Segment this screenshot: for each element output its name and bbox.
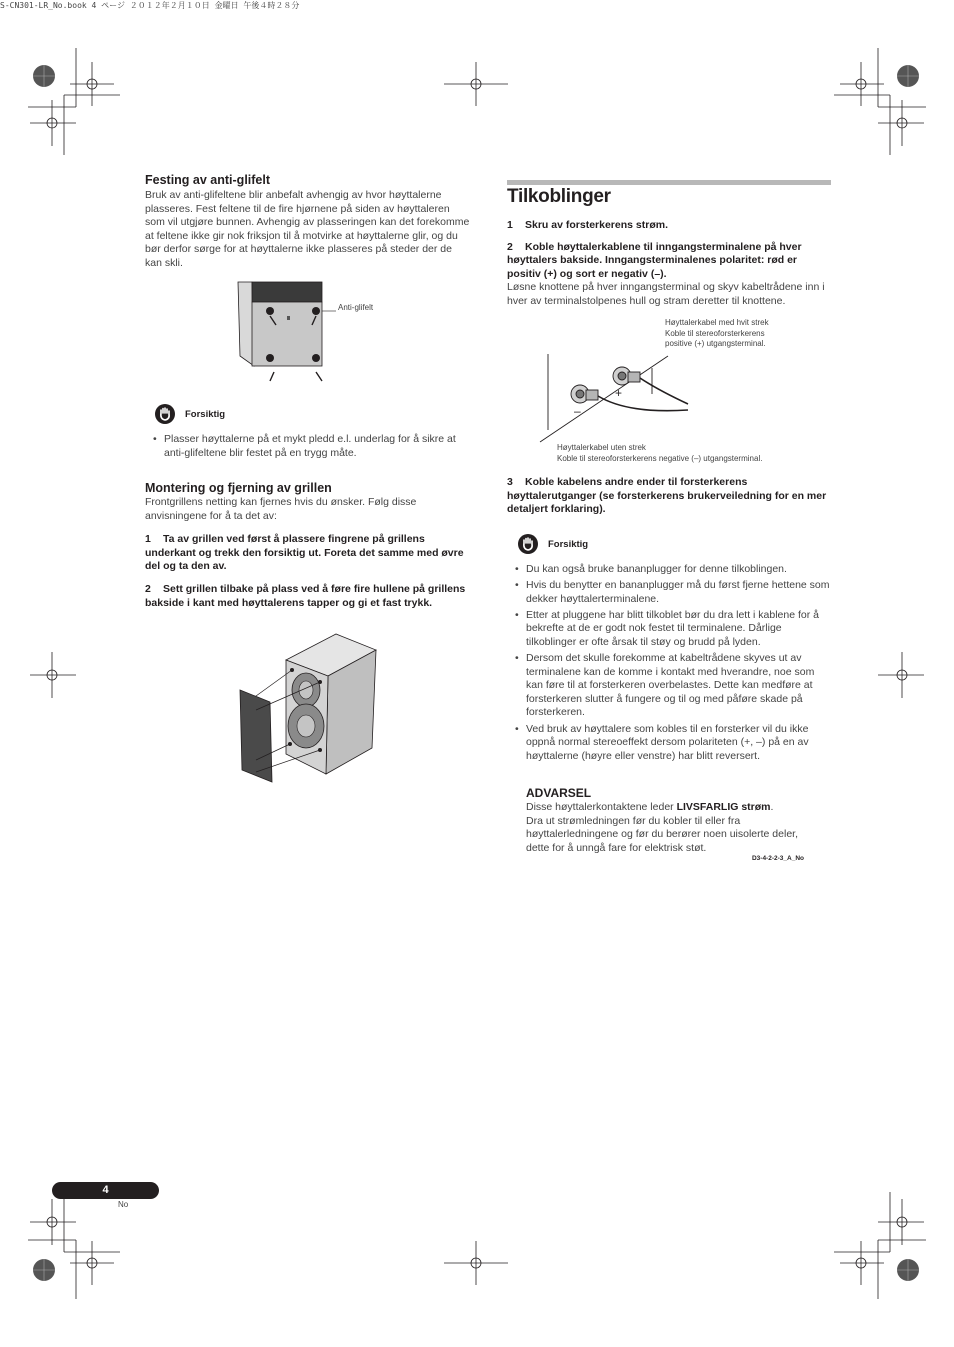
warning-heading: ADVARSEL — [526, 786, 592, 800]
caution-hand-icon — [155, 404, 175, 424]
page-language: No — [118, 1200, 129, 1209]
anti-glide-paragraph: Bruk av anti-glifeltene blir anbefalt avhengig av hvor høyttalerne plasseres. Fest feltene til de fire hjørnene på siden av høyttaleren som vil utgjøre bunnen. Avhengig av plasseringen kan det forekomme at feltene ikke gir nok friksjon til å motvirke at høyttalerne glir, og du bør derfor sørge for at høyttalerne ikke plasseres på steder der de kan skli. — [145, 189, 470, 269]
grille-step-1: 1 Ta av grillen ved først å plassere fingrene på grillens underkant og trekk den forsiktig ut. Foreta det samme med øvre del og ta den av. — [145, 533, 464, 573]
left-caution-list — [153, 433, 470, 463]
left-column — [145, 173, 470, 271]
page-title: Tilkoblinger — [507, 186, 611, 207]
list-item: • Dersom det skulle forekomme at kabeltrådene skyves ut av terminalene kan de komme i kontakt med hverandre, noe som kan føre til at forsterkeren overbelastes. Dette kan medføre at forsterkeren slutter å fungere og til og med påføre skade på forsterkeren. — [515, 652, 832, 720]
warning-block — [526, 786, 816, 862]
connect-step-1: 1 Skru av forsterkerens strøm. — [507, 219, 668, 231]
connect-step-2-paragraph: Løsne knottene på hver inngangsterminal og skyv kabeltrådene inn i hver av terminalstolpenes hull og stram deretter til knottene. — [507, 281, 825, 307]
right-caution-list — [515, 563, 832, 766]
grille-section — [145, 481, 470, 610]
list-item: • Du kan også bruke bananplugger for denne tilkoblingen. — [515, 563, 832, 577]
caution-label: Forsiktig — [185, 408, 226, 420]
terminal-minus-sign: – — [574, 404, 581, 418]
page-number: 4 — [52, 1182, 159, 1199]
connect-step-3: 3 Koble kabelens andre ender til forsterkerens høyttalerutganger (se forsterkerens brukerveiledning for en mer detaljert forklaring). — [507, 476, 827, 516]
cable-label-negative: Høyttalerkabel uten strek Koble til stereoforsterkerens negative (–) utgangsterminal. — [557, 443, 763, 463]
list-item: • Hvis du benytter en bananplugger må du først fjerne hettene som dekker høyttalerterminalene. — [515, 579, 832, 606]
cable-label-positive: Høyttalerkabel med hvit strek Koble til stereoforsterkerens positive (+) utgangsterminal. — [665, 318, 769, 348]
connection-steps — [507, 219, 832, 309]
warning-code: D3-4-2-2-3_A_No — [751, 855, 804, 863]
anti-glide-label: Anti-glifelt — [338, 303, 374, 312]
section-heading-grille: Montering og fjerning av grillen — [145, 481, 332, 495]
connect-step-3-block — [507, 476, 832, 517]
right-caution-block — [518, 534, 832, 554]
grille-paragraph: Frontgrillens netting kan fjernes hvis du ønsker. Følg disse anvisningene for å ta det av: — [145, 496, 417, 522]
left-caution-block — [155, 404, 470, 424]
print-header: S-CN301-LR_No.book 4 ページ ２０１２年２月１０日 金曜日 午後４時２８分 — [0, 1, 300, 10]
caution-label: Forsiktig — [548, 538, 589, 550]
caution-hand-icon — [518, 534, 538, 554]
grille-step-2: 2 Sett grillen tilbake på plass ved å føre fire hullene på grillens bakside i kant med høyttalerens tapper og gi et fast trykk. — [145, 582, 466, 609]
connect-step-2: 2 Koble høyttalerkablene til inngangsterminalene på hver høyttalers bakside. Inngangsterminalenes polaritet: rød er positiv (+) og sort er negativ (–). — [507, 240, 802, 280]
list-item: • Ved bruk av høyttalere som kobles til en forsterker vil du ikke oppnå normal stereoeffekt dersom polariteten (+, –) på en av høyttalerne (høyre eller venstre) har blitt reversert. — [515, 723, 832, 764]
speaker-grille-illustration — [236, 630, 381, 785]
title-rule — [507, 180, 831, 185]
terminal-plus-sign: + — [615, 386, 623, 400]
anti-glide-pad-illustration — [230, 278, 390, 388]
section-heading-anti-glide: Festing av anti-glifelt — [145, 173, 271, 187]
warning-text: Disse høyttalerkontaktene leder LIVSFARLIG strøm. Dra ut strømledningen før du kobler til eller fra høyttalerledningene og før du berører noen uisolerte deler, dette for å unngå fare for elektrisk støt. — [526, 801, 798, 854]
list-item: • Etter at pluggene har blitt tilkoblet bør du dra lett i kablene for å bekrefte at de er godt nok festet til terminalene. Dårlige tilkoblinger er ofte årsak til støy og brudd på lyden. — [515, 609, 832, 650]
list-item: • Plasser høyttalerne på et mykt pledd e.l. underlag for å sikre at anti-glifeltene blir festet på en trygg måte. — [153, 433, 470, 460]
